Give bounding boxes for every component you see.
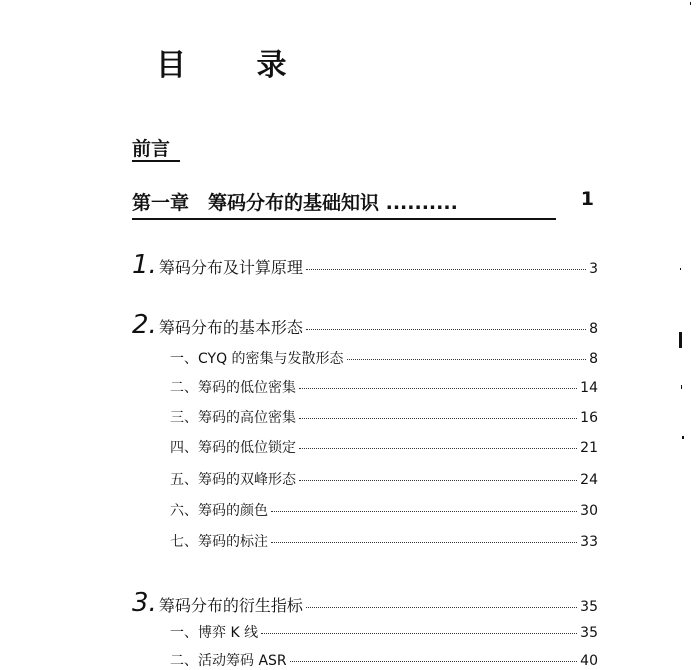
toc-section-1[interactable]: [132, 250, 598, 280]
chapter-1-title: 第一章 筹码分布的基础知识 ..........: [132, 192, 458, 214]
preface-underline: [132, 160, 180, 162]
dot-leader: [347, 359, 587, 360]
toc-item[interactable]: [170, 500, 598, 520]
toc-item[interactable]: [170, 437, 598, 457]
toc-item[interactable]: [170, 407, 598, 427]
toc-item-label: 六、筹码的颜色: [170, 503, 268, 519]
dot-leader: [306, 329, 586, 330]
chapter-underline: [132, 218, 556, 220]
toc-item[interactable]: [170, 469, 598, 489]
scan-mark: [682, 436, 684, 439]
toc-item-label: 五、筹码的双峰形态: [170, 472, 296, 488]
toc-item[interactable]: [170, 531, 598, 551]
toc-item-label: 三、筹码的高位密集: [170, 410, 296, 426]
toc-item-label: 二、活动筹码 ASR: [170, 653, 287, 669]
scan-mark: [680, 268, 681, 270]
toc-item-page: 21: [580, 440, 598, 456]
toc-section-2[interactable]: [132, 310, 598, 340]
section-title: 筹码分布的基本形态: [158, 318, 303, 337]
dot-leader: [299, 388, 577, 389]
toc-item-label: 二、筹码的低位密集: [170, 380, 296, 396]
toc-item[interactable]: [170, 348, 598, 368]
chapter-1-entry[interactable]: [132, 188, 594, 215]
dot-leader: [299, 448, 577, 449]
toc-item-page: 14: [580, 380, 598, 396]
dot-leader: [271, 542, 577, 543]
scan-mark: [679, 332, 682, 348]
dot-leader: [261, 633, 577, 634]
dot-leader: [299, 480, 577, 481]
chapter-1-page: 1: [580, 188, 594, 210]
toc-item-label: 七、筹码的标注: [170, 534, 268, 550]
section-number: 1.: [132, 250, 157, 280]
toc-item-label: 一、博弈 K 线: [170, 625, 259, 641]
section-number: 3.: [132, 588, 157, 618]
toc-item-page: 40: [580, 653, 598, 669]
dot-leader: [306, 607, 577, 608]
toc-item-page: 35: [580, 625, 598, 641]
toc-item-label: 四、筹码的低位锁定: [170, 440, 296, 456]
scan-mark: [690, 2, 691, 5]
toc-item-page: 33: [580, 534, 598, 550]
toc-section-3[interactable]: [132, 588, 598, 618]
toc-item-page: 24: [580, 472, 598, 488]
page-title: 目 录: [156, 48, 317, 83]
preface-entry[interactable]: 前言: [132, 138, 171, 160]
section-page: 3: [589, 261, 598, 277]
toc-item[interactable]: [170, 377, 598, 397]
toc-item-label: 一、CYQ 的密集与发散形态: [170, 351, 344, 367]
section-title: 筹码分布及计算原理: [158, 258, 303, 277]
dot-leader: [299, 418, 577, 419]
toc-item-page: 8: [589, 351, 598, 367]
dot-leader: [271, 511, 577, 512]
dot-leader: [306, 269, 586, 270]
scan-mark: [681, 385, 682, 389]
section-page: 35: [580, 599, 598, 615]
dot-leader: [290, 661, 578, 662]
toc-item[interactable]: [170, 650, 598, 670]
toc-item-page: 16: [580, 410, 598, 426]
section-page: 8: [589, 321, 598, 337]
toc-item-page: 30: [580, 503, 598, 519]
section-title: 筹码分布的衍生指标: [158, 596, 303, 615]
section-number: 2.: [132, 310, 157, 340]
toc-item[interactable]: [170, 622, 598, 642]
